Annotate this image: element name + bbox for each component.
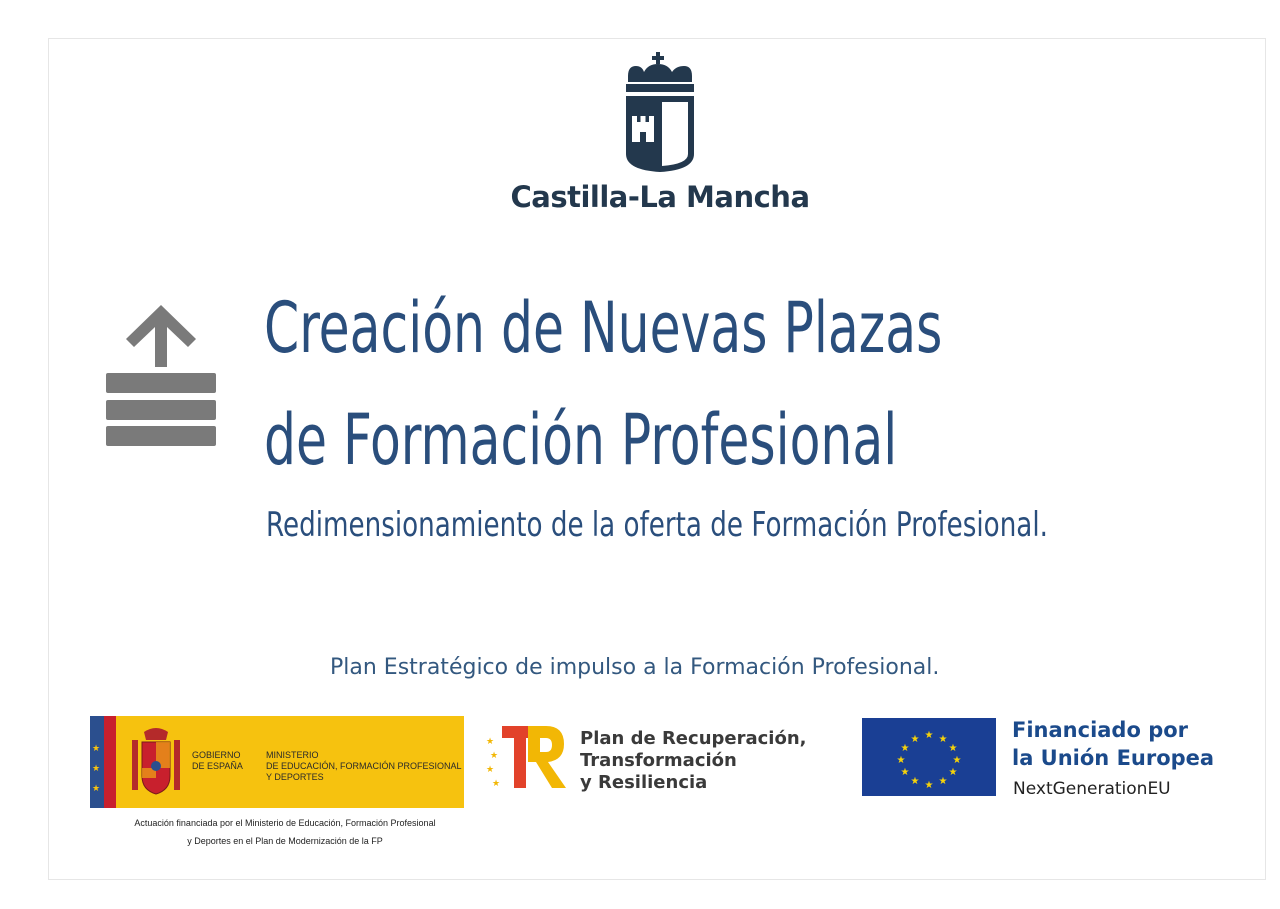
svg-text:★: ★ — [896, 755, 906, 766]
svg-text:★: ★ — [490, 751, 499, 761]
next-generation-eu-text: NextGenerationEU — [1013, 779, 1171, 799]
eu-flag-icon — [862, 718, 996, 796]
svg-text:★: ★ — [910, 734, 920, 745]
svg-text:★: ★ — [486, 765, 495, 775]
title-line-1: Creación de Nuevas Plazas — [264, 287, 943, 369]
gov-caption: Actuación financiada por el Ministerio de Educación, Formación Profesional y Deportes en el Plan de Modernización de la FP — [134, 818, 436, 846]
svg-text:★: ★ — [900, 767, 910, 778]
title-line-2: de Formación Profesional — [264, 399, 898, 481]
svg-text:★: ★ — [486, 737, 495, 747]
spain-coat-of-arms-icon — [130, 726, 182, 800]
eu-funded-text: Financiado por la Unión Europea — [1012, 718, 1215, 770]
gobierno-espana-logo — [90, 716, 464, 808]
main-title — [264, 272, 984, 496]
svg-text:★: ★ — [492, 779, 501, 789]
subtitle: Redimensionamiento de la oferta de Formación Profesional. — [266, 505, 1048, 545]
svg-text:★: ★ — [938, 776, 948, 787]
plan-statement: Plan Estratégico de impulso a la Formación Profesional. — [330, 655, 940, 680]
upgrade-stack-icon — [104, 305, 218, 447]
gobierno-label: GOBIERNO DE ESPAÑA — [192, 750, 243, 771]
svg-text:★: ★ — [948, 767, 958, 778]
plan-recuperacion-logo-icon — [484, 722, 574, 794]
svg-text:★: ★ — [948, 743, 958, 754]
svg-text:★: ★ — [938, 734, 948, 745]
svg-text:★: ★ — [924, 730, 934, 741]
svg-text:★: ★ — [924, 780, 934, 791]
svg-text:★: ★ — [910, 776, 920, 787]
ministerio-label: MINISTERIO DE EDUCACIÓN, FORMACIÓN PROFESIONAL Y DEPORTES — [266, 750, 462, 782]
org-name: Castilla-La Mancha — [510, 180, 810, 214]
castilla-la-mancha-crest-icon — [620, 50, 700, 174]
svg-text:★: ★ — [952, 755, 962, 766]
eu-stars-icon: ★ ★ ★ — [92, 743, 101, 793]
svg-text:★: ★ — [900, 743, 910, 754]
plan-recuperacion-text: Plan de Recuperación, Transformación y Resiliencia — [580, 728, 807, 793]
